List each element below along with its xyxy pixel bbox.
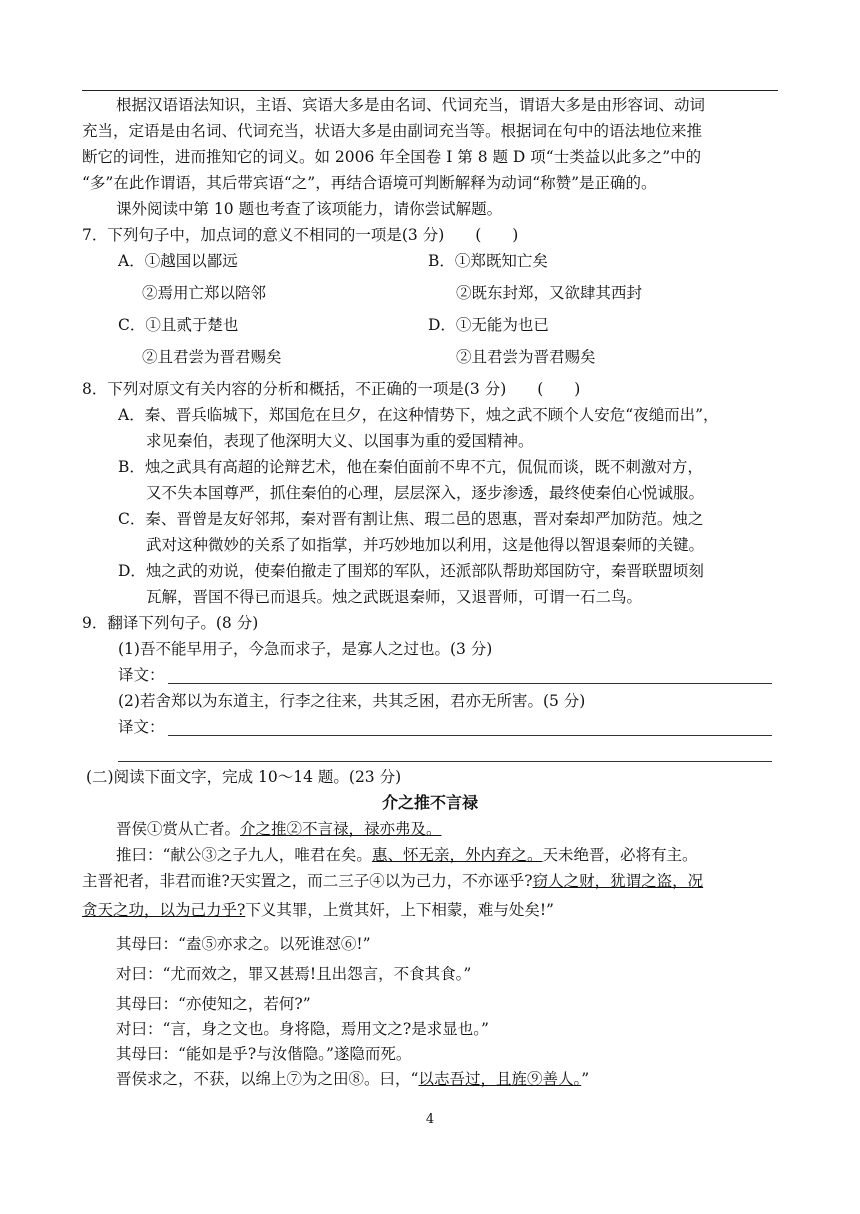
passage-text: 天未绝晋，必将有主。: [542, 846, 698, 864]
q9-answer-label-2: 译文：: [118, 718, 165, 736]
underlined-sentence: 贪天之功，以为己力乎?: [82, 901, 246, 919]
q8-option-d-2: 瓦解，晋国不得已而退兵。烛之武既退秦师，又退晋师，可谓一石二鸟。: [146, 588, 643, 606]
passage-text: 主晋祀者，非君而谁?天实置之，而二三子④以为己力，不亦诬乎?: [82, 872, 533, 890]
q9-answer-label-1: 译文：: [118, 666, 165, 684]
q7-option-a-2: ②焉用亡郑以陪邻: [142, 284, 267, 302]
passage-text: 下义其罪，上赏其奸，上下相蒙，难与处矣!”: [245, 901, 554, 919]
q8-option-c-2: 武对这种微妙的关系了如指掌，并巧妙地加以利用，这是他得以智退秦师的关键。: [146, 536, 705, 554]
q7-option-a-1: A．①越国以鄙远: [118, 252, 238, 270]
q9-sentence-1: (1)吾不能早用子，今急而求子，是寡人之过也。(3 分): [118, 640, 493, 658]
intro-line-1: 根据汉语语法知识，主语、宾语大多是由名词、代词充当，谓语大多是由形容词、动词: [116, 96, 706, 114]
passage-line-7: 其母曰：“亦使知之，若何?”: [116, 995, 311, 1013]
q7-option-d-1: D．①无能为也已: [428, 316, 549, 334]
passage-line-1: [116, 818, 816, 840]
underlined-sentence: 以志吾过，且旌⑨善人。: [418, 1070, 582, 1088]
question-7-stem: 7．下列句子中，加点词的意义不相同的一项是(3 分) ( ): [82, 226, 519, 244]
passage-line-9: 其母曰：“能如是乎?与汝偕隐。”遂隐而死。: [116, 1045, 412, 1063]
q8-option-d-1: D．烛之武的劝说，使秦伯撤走了围郑的军队，还派部队帮助郑国防守，秦晋联盟顷刻: [118, 562, 704, 580]
passage-line-8: 对曰：“言，身之文也。身将隐，焉用文之?是求显也。”: [116, 1020, 489, 1038]
passage-text: 晋侯①赏从亡者。: [116, 820, 241, 838]
question-9-stem: 9．翻译下列句子。(8 分): [82, 614, 259, 632]
q7-option-b-2: ②既东封郑，又欲肆其西封: [456, 284, 643, 302]
intro-line-3: 断它的词性，进而推知它的词义。如 2006 年全国卷 Ⅰ 第 8 题 D 项“士类益以此多之”中的: [82, 148, 702, 166]
underlined-sentence: 惠、怀无亲，外内弃之。: [371, 846, 543, 864]
q7-option-c-2: ②且君尝为晋君赐矣: [142, 348, 282, 366]
q8-option-b-1: B．烛之武具有高超的论辩艺术，他在秦伯面前不卑不亢，侃侃而谈，既不刺激对方，: [118, 458, 703, 476]
intro-line-4: “多”在此作谓语，其后带宾语“之”，再结合语境可判断解释为动词“称赞”是正确的。: [82, 174, 657, 192]
passage-line-6: 对曰：“尤而效之，罪又甚焉!且出怨言，不食其食。”: [116, 965, 472, 983]
passage-title: 介之推不言禄: [381, 793, 478, 812]
q8-option-a-1: A．秦、晋兵临城下，郑国危在旦夕，在这种情势下，烛之武不顾个人安危“夜缒而出”，: [118, 406, 719, 424]
header-rule: [82, 90, 778, 91]
underlined-sentence: 介之推②不言禄，禄亦弗及。: [240, 820, 442, 838]
page-number: 4: [425, 1112, 435, 1127]
q8-option-b-2: 又不失本国尊严，抓住秦伯的心理，层层深入，逐步渗透，最终使秦伯心悦诚服。: [146, 484, 705, 502]
passage-text: 推曰：“献公③之子九人，唯君在矣。: [116, 846, 372, 864]
section-2-heading: (二)阅读下面文字，完成 10～14 题。(23 分): [86, 768, 402, 786]
q8-option-a-2: 求见秦伯，表现了他深明大义、以国事为重的爱国精神。: [146, 432, 534, 450]
q7-option-d-2: ②且君尝为晋君赐矣: [456, 348, 596, 366]
passage-line-5: 其母曰：“盍⑤亦求之。以死谁怼⑥!”: [116, 935, 371, 953]
question-8-stem: 8．下列对原文有关内容的分析和概括，不正确的一项是(3 分) ( ): [82, 380, 581, 398]
passage-text: ”: [581, 1070, 590, 1088]
passage-line-10: [116, 1068, 816, 1090]
q9-answer-line-2[interactable]: [168, 735, 772, 736]
q9-answer-line-1[interactable]: [168, 683, 772, 684]
passage-line-4: [82, 899, 782, 921]
intro-line-2: 充当，定语是由名词、代词充当，状语大多是由副词充当等。根据词在句中的语法地位来推: [82, 122, 703, 140]
passage-line-2: [116, 844, 816, 866]
passage-text: 晋侯求之，不获，以绵上⑦为之田⑧。曰，“: [116, 1070, 419, 1088]
q9-sentence-2: (2)若舍郑以为东道主，行李之往来，共其乏困，君亦无所害。(5 分): [118, 692, 586, 710]
q8-option-c-1: C．秦、晋曾是友好邻邦，秦对晋有割让焦、瑕二邑的恩惠，晋对秦却严加防范。烛之: [118, 510, 704, 528]
q7-option-c-1: C．①且贰于楚也: [118, 316, 239, 334]
passage-line-3: [82, 870, 782, 892]
intro-line-5: 课外阅读中第 10 题也考查了该项能力，请你尝试解题。: [116, 200, 503, 218]
q9-answer-line-3[interactable]: [118, 761, 772, 762]
q7-option-b-1: B．①郑既知亡矣: [428, 252, 548, 270]
underlined-sentence: 窃人之财，犹谓之盗，况: [532, 872, 704, 890]
